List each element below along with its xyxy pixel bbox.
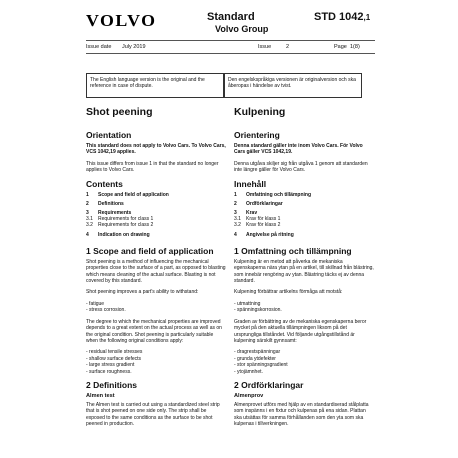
standard-number-part: ,1 bbox=[363, 13, 371, 22]
list-item: - grunda ytdefekter bbox=[234, 355, 276, 362]
document-title-sv: Kulpening bbox=[234, 106, 286, 118]
definitions-heading: 2 Definitions bbox=[86, 379, 138, 390]
orientation-heading-sv: Orientering bbox=[234, 130, 280, 140]
scope-heading: 1 Scope and field of application bbox=[86, 245, 214, 256]
withstand-list bbox=[86, 301, 226, 314]
issue-label: Issue bbox=[258, 44, 272, 50]
swedish-column bbox=[234, 106, 374, 433]
page-value: 1(8) bbox=[350, 44, 360, 50]
document-title: Shot peening bbox=[86, 106, 153, 118]
list-item: - surface roughness. bbox=[86, 368, 132, 375]
toc-item[interactable]: 1 Omfattning och tillämpning bbox=[234, 191, 311, 198]
toc-item[interactable]: 3.1 Requirements for class 1 bbox=[86, 216, 154, 223]
list-item: - spänningskorrosion. bbox=[234, 307, 282, 314]
list-item: - utmattning bbox=[234, 300, 261, 307]
toc-item[interactable]: 3 Krav bbox=[234, 210, 258, 217]
list-item: - dragrestspänningar bbox=[234, 349, 281, 356]
toc-item[interactable]: 4 Indication on drawing bbox=[86, 231, 150, 238]
issue-date-value: July 2019 bbox=[122, 44, 146, 50]
contents-heading: Contents bbox=[86, 178, 123, 189]
toc-item[interactable]: 3 Requirements bbox=[86, 210, 132, 217]
issue-value: 2 bbox=[286, 44, 290, 50]
list-item: - ytojämnhet. bbox=[234, 368, 263, 375]
conditions-list-sv bbox=[234, 349, 374, 375]
orientation-heading: Orientation bbox=[86, 130, 132, 140]
almen-test-heading: Almen test bbox=[86, 392, 115, 399]
issue-date-label: Issue date bbox=[86, 44, 112, 50]
withstand-list-sv bbox=[234, 301, 374, 314]
toc-item[interactable]: 3.2 Krav för klass 2 bbox=[234, 222, 281, 229]
standard-number bbox=[314, 11, 370, 23]
scope-paragraph: Shot peening is a method of influencing the mechanical properties close to the surface of a part, as opposed to blasting which means cleaning of the actual surface. Blasting is not covered by this standard. bbox=[86, 258, 226, 285]
orientation-paragraph: This standard does not apply to Volvo Cars. To Volvo Cars, VCS 1042,19 applies. bbox=[86, 143, 226, 156]
orientation-paragraph-sv: Denna utgåva skiljer sig från utgåva 1 genom att standarden inte längre gäller för Volvo Cars. bbox=[234, 160, 368, 174]
list-item: - shallow surface defects bbox=[86, 355, 142, 362]
standard-title: Standard bbox=[207, 11, 255, 23]
scope-heading-sv: 1 Omfattning och tillämpning bbox=[234, 245, 352, 256]
definitions-heading-sv: 2 Ordförklaringar bbox=[234, 379, 304, 390]
scope-paragraph-sv: Kulpening är en metod att påverka de mekaniska egenskaperna nära ytan på en artikel, till skillnad från blästring, som innebär rengöring av ytan. Blästring täcks ej av denna standard. bbox=[234, 258, 374, 285]
table-of-contents-sv bbox=[234, 192, 374, 238]
toc-item[interactable]: 1 Scope and field of application bbox=[86, 191, 169, 198]
toc-item[interactable]: 4 Angivelse på ritning bbox=[234, 231, 294, 238]
header-divider bbox=[86, 40, 375, 41]
document-header bbox=[86, 10, 386, 40]
language-notice-sv: Den engelskspråkiga versionen är originalversion och ska åberopas i händelse av tvist. bbox=[224, 73, 362, 98]
scope-paragraph: The degree to which the mechanical properties are improved depends to a great extent on the actual process as well as on the original condition. Shot peening is particularly suitable when the following original conditions apply: bbox=[86, 318, 222, 344]
scope-paragraph: Shot peening improves a part's ability to withstand: bbox=[86, 289, 199, 296]
toc-item[interactable]: 3.2 Requirements for class 2 bbox=[86, 222, 154, 229]
meta-divider bbox=[86, 53, 375, 54]
toc-item[interactable]: 3.1 Krav för klass 1 bbox=[234, 216, 281, 223]
almen-test-paragraph-sv: Almenprovet utförs med hjälp av en standardiserad stålplatta som inspänns i en fixtur och kulpenas på ena sidan. Plattan ska utsättas för samma förhållanden som den yta som ska kulpenas i tillverkningen. bbox=[234, 401, 369, 428]
contents-heading-sv: Innehåll bbox=[234, 178, 267, 189]
list-item: - stress corrosion. bbox=[86, 307, 126, 314]
list-item: - fatigue bbox=[86, 300, 105, 307]
orientation-paragraph-sv: Denna standard gäller inte inom Volvo Cars. För Volvo Cars gäller VCS 1042,19. bbox=[234, 143, 363, 156]
standard-subtitle: Volvo Group bbox=[215, 24, 269, 34]
scope-paragraph-sv: Graden av förbättring av de mekaniska egenskaperna beror mycket på den aktuella tillämpningen liksom på det ursprungliga tillståndet. Vid följande utgångstillstånd är kulpening särskilt gynnsamt: bbox=[234, 318, 367, 344]
almen-test-heading-sv: Almenprov bbox=[234, 392, 264, 399]
conditions-list bbox=[86, 349, 226, 375]
volvo-logo: VOLVO bbox=[86, 11, 157, 30]
toc-item[interactable]: 2 Definitions bbox=[86, 200, 124, 207]
list-item: - large stress gradient bbox=[86, 362, 135, 369]
toc-item[interactable]: 2 Ordförklaringar bbox=[234, 200, 283, 207]
english-column bbox=[86, 106, 226, 433]
list-item: - stor spänningsgradient bbox=[234, 362, 288, 369]
standard-number-main: STD 1042 bbox=[314, 11, 364, 23]
orientation-paragraph: This issue differs from issue 1 in that the standard no longer applies to Volvo Cars. bbox=[86, 160, 219, 174]
list-item: - residual tensile stresses bbox=[86, 349, 143, 356]
table-of-contents bbox=[86, 192, 226, 238]
language-notice-en: The English language version is the original and the reference in case of dispute. bbox=[86, 73, 224, 98]
almen-test-paragraph: The Almen test is carried out using a standardized steel strip that is shot peened on one side only. The strip shall be exposed to the same conditions as the surface to be shot peened in production. bbox=[86, 401, 220, 428]
page-label: Page bbox=[334, 44, 347, 50]
scope-paragraph-sv: Kulpening förbättrar artikelns förmåga att motstå: bbox=[234, 289, 343, 296]
